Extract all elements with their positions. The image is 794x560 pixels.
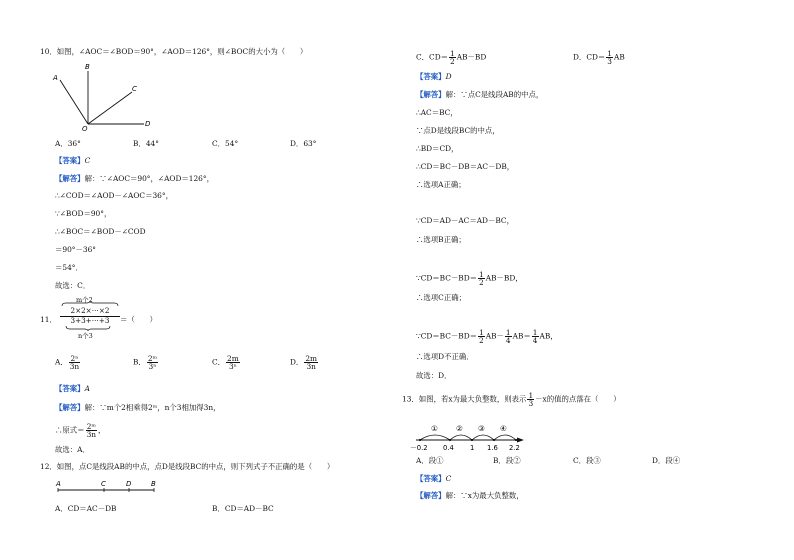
q11-option-b: B． $\frac{\text{2ᵐ}}{\text{3ⁿ}}$ bbox=[133, 354, 158, 371]
q10-analysis-3: ∵∠BOD＝90°， bbox=[55, 209, 112, 218]
label-D: D bbox=[145, 120, 151, 128]
q11-numerator: 2×2×⋯×2 bbox=[70, 306, 110, 315]
q13-option-a: A．段① bbox=[416, 456, 444, 465]
q12-option-b: B．CD＝AD－BC bbox=[212, 504, 274, 513]
point-C: C bbox=[101, 480, 106, 488]
q12-analysis-5: ∴CD＝BC－DB＝AC－DB， bbox=[416, 162, 515, 171]
q12-analysis-1: 【解答】解：∵点C是线段AB的中点， bbox=[416, 90, 544, 99]
q12-analysis-6: ∴选项A正确； bbox=[416, 180, 466, 189]
q12-analysis-7: ∵CD＝AD－AC＝AD－BC， bbox=[416, 216, 514, 225]
q11-number: 11． bbox=[40, 315, 57, 324]
label-B: B bbox=[85, 63, 90, 71]
tick-0-4: 0.4 bbox=[443, 444, 454, 452]
q11-option-a: A． $\frac{\text{2ⁿ}}{3n}$ bbox=[55, 354, 80, 371]
q13-number-line bbox=[410, 421, 530, 455]
q10-option-c: C．54° bbox=[212, 139, 239, 148]
q12-answer: 【答案】D bbox=[416, 72, 452, 81]
q10-analysis-2: ∴∠COD＝∠AOD－∠AOC＝36°， bbox=[55, 191, 173, 200]
tick-1: 1 bbox=[470, 444, 475, 452]
q10-analysis-5: ＝90°－36° bbox=[55, 245, 96, 254]
q12-analysis-3: ∵点D是线段BC的中点， bbox=[416, 126, 500, 135]
q13-answer: 【答案】C bbox=[416, 474, 452, 483]
q12-analysis-13: 故选：D． bbox=[416, 371, 452, 380]
label-O: O bbox=[82, 125, 88, 132]
q11-analysis-1: 【解答】解：∵m个2相乘得2ᵐ，n个3相加得3n， bbox=[55, 403, 221, 412]
segment-3: ③ bbox=[478, 424, 485, 433]
q12-analysis-11: ∵CD＝BC－BD＝ $\frac{1}{2}$ AB－ $\frac{1}{4}$ AB＝ $\frac{1}{4}$ AB， bbox=[416, 328, 558, 345]
tick-2-2: 2.2 bbox=[509, 444, 520, 452]
q11-expression bbox=[60, 295, 120, 339]
q11-analysis-3: 故选：A． bbox=[55, 445, 90, 454]
q10-angle-figure bbox=[48, 60, 158, 132]
q10-stem: 10．如图，∠AOC＝∠BOD＝90°，∠AOD＝126°，则∠BOC的大小为（ ） bbox=[40, 47, 308, 56]
point-A: A bbox=[56, 480, 61, 488]
segment-1: ① bbox=[431, 424, 438, 433]
q12-analysis-12: ∴选项D不正确． bbox=[416, 352, 474, 361]
q11-answer: 【答案】A bbox=[55, 384, 90, 393]
q13-option-c: C．段③ bbox=[573, 456, 601, 465]
tick-1-6: 1.6 bbox=[487, 444, 498, 452]
point-D: D bbox=[126, 480, 132, 488]
label-A: A bbox=[53, 74, 58, 82]
q12-stem: 12．如图，点C是线段AB的中点，点D是线段BC的中点，则下列式子不正确的是（ ） bbox=[40, 462, 335, 471]
q12-analysis-2: ∴AC＝BC， bbox=[416, 108, 458, 117]
q11-option-c: C． $\frac{2m}{\text{3ⁿ}}$ bbox=[212, 354, 239, 371]
q13-option-b: B．段② bbox=[493, 456, 521, 465]
point-B: B bbox=[151, 480, 156, 488]
label-C: C bbox=[132, 85, 137, 93]
q12-option-d: D．CD＝ $\frac{1}{3}$ AB bbox=[573, 49, 625, 66]
segment-4: ④ bbox=[500, 424, 507, 433]
q12-analysis-10: ∴选项C正确； bbox=[416, 293, 466, 302]
q12-segment-figure bbox=[54, 478, 160, 496]
q10-analysis-4: ∴∠BOC＝∠BOD－∠COD bbox=[55, 227, 146, 236]
q12-option-a: A．CD＝AC－DB bbox=[55, 504, 117, 513]
q11-option-d: D． $\frac{2m}{3n}$ bbox=[290, 354, 318, 371]
q10-analysis-7: 故选：C． bbox=[55, 281, 91, 290]
q10-analysis-6: ＝54°． bbox=[55, 263, 83, 272]
segment-2: ② bbox=[456, 424, 463, 433]
q11-analysis-2: ∴原式＝ $\frac{\text{2ᵐ}}{3n}$ ， bbox=[55, 422, 106, 439]
tick-neg-0-2: －0.2 bbox=[410, 444, 428, 452]
q13-stem: 13．如图，若x为最大负整数，则表示 $\frac{1}{3}$ －x的值的点落在（ ） bbox=[402, 391, 621, 408]
q12-analysis-9: ∵CD＝BC－BD＝ $\frac{1}{2}$ AB－BD， bbox=[416, 270, 523, 287]
q10-analysis-1: 【解答】解：∵∠AOC＝90°，∠AOD＝126°， bbox=[55, 174, 214, 183]
q12-analysis-8: ∴选项B正确； bbox=[416, 235, 466, 244]
q10-answer: 【答案】C bbox=[55, 156, 91, 165]
q13-analysis-1: 【解答】解：∵x为最大负整数， bbox=[416, 491, 524, 500]
q11-under-brace-label: n个3 bbox=[78, 332, 93, 340]
q10-option-b: B．44° bbox=[133, 139, 159, 148]
q12-option-c: C．CD＝ $\frac{1}{2}$ AB－BD bbox=[416, 49, 487, 66]
q10-option-a: A．36° bbox=[55, 139, 81, 148]
q11-over-brace-label: m个2 bbox=[76, 296, 93, 304]
q11-denominator: 3+3+⋯+3 bbox=[70, 316, 110, 325]
q10-option-d: D．63° bbox=[290, 139, 317, 148]
q12-analysis-4: ∴BD＝CD， bbox=[416, 144, 459, 153]
q13-option-d: D．段④ bbox=[652, 456, 681, 465]
q11-tail: ＝（ ） bbox=[120, 315, 157, 324]
